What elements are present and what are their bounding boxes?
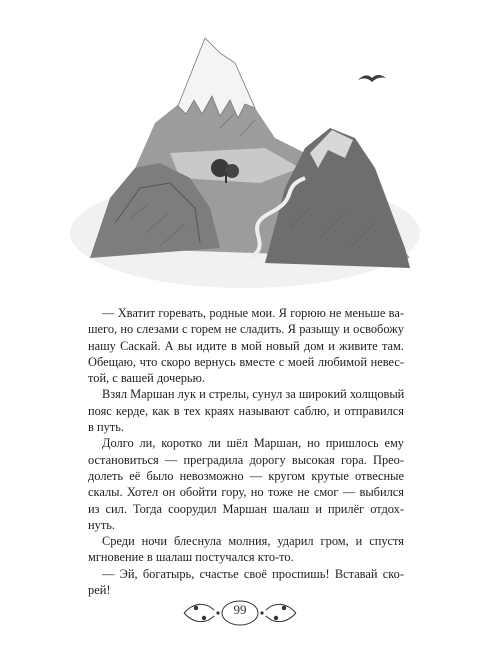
page-number: 99	[233, 602, 247, 617]
text-line: той, с вашей дочерью.	[88, 371, 205, 386]
text-line: шего, но слезами с горем не сладить. Я разыщу и освобожу	[88, 322, 404, 337]
text-line: из сил. Тогда соорудил Маршан шалаш и прилёг отдох-	[88, 501, 404, 516]
text-line: долеть её было невозможно — кругом крутые отвесные	[88, 468, 404, 483]
paragraph-4	[88, 533, 404, 566]
text-line: рей!	[88, 583, 111, 598]
paragraph-1	[88, 305, 404, 386]
story-text	[88, 305, 404, 598]
text-line: мгновение в шалаш постучался кто-то.	[88, 550, 294, 565]
text-line: в путь.	[88, 420, 124, 435]
paragraph-2	[88, 386, 404, 435]
text-line: — Хватит горевать, родные мои. Я горюю не меньше ва-	[102, 306, 404, 320]
text-line: Среди ночи блеснула молния, ударил гром, и спустя	[102, 534, 404, 549]
page-number-ornament	[178, 596, 302, 630]
text-line: пояс керде, как в тех краях называют саблю, и отправился	[88, 403, 404, 418]
text-line: Взял Маршан лук и стрелы, сунул за широкий холщовый	[102, 387, 405, 402]
text-line: Долго ли, коротко ли шёл Маршан, но пришлось ему	[102, 436, 404, 451]
text-line: остановиться — преградила дорогу высокая гора. Прео-	[88, 452, 404, 467]
text-line: скалы. Хотел он обойти гору, но тоже не смог — выбился	[88, 485, 404, 500]
paragraph-5	[88, 566, 404, 599]
paragraph-3	[88, 435, 404, 533]
text-line: нашу Саскай. А вы идите в мой новый дом и живите там.	[88, 338, 404, 353]
text-line: Обещаю, что скоро вернусь вместе с моей любимой невес-	[88, 354, 404, 369]
text-line: нуть.	[88, 517, 115, 532]
mountain-landscape-illustration	[60, 18, 430, 288]
text-line: — Эй, богатырь, счастье своё проспишь! Вставай ско-	[102, 566, 404, 581]
